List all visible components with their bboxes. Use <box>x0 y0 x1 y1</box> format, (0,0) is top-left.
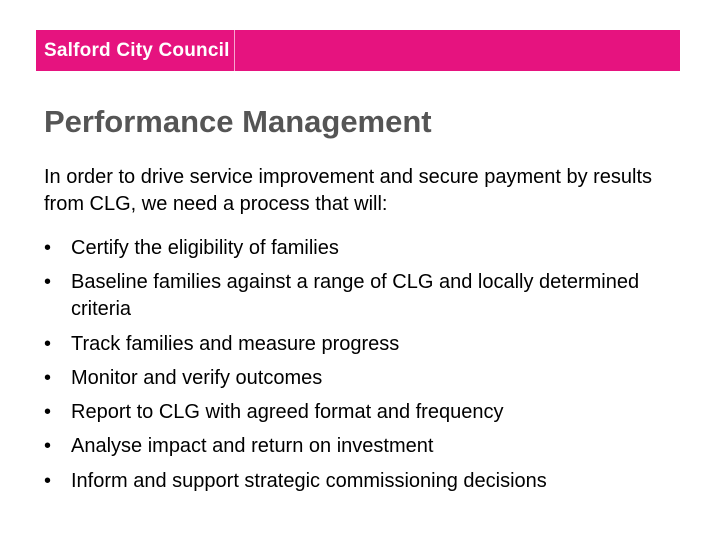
list-item <box>44 365 684 392</box>
list-item <box>44 433 684 460</box>
bullet-icon: • <box>44 366 52 389</box>
list-item <box>44 331 684 358</box>
bullet-icon: • <box>44 401 52 424</box>
list-item-text: Inform and support strategic commissioning decisions <box>71 469 547 492</box>
list-item-text: Monitor and verify outcomes <box>71 366 323 389</box>
bullet-icon: • <box>44 332 52 355</box>
page-title: Performance Management <box>44 104 432 139</box>
bullet-icon: • <box>44 435 52 458</box>
header-bar <box>36 30 680 71</box>
intro-paragraph: In order to drive service improvement and secure payment by results from CLG, we need a process that will: <box>44 166 653 215</box>
list-item <box>44 399 684 426</box>
bullet-icon: • <box>44 469 52 492</box>
bullet-list <box>44 235 684 502</box>
council-logo: Salford City Council <box>44 40 230 61</box>
list-item <box>44 235 684 262</box>
list-item-text: Analyse impact and return on investment <box>71 435 434 458</box>
list-item <box>44 468 684 495</box>
list-item-text: Certify the eligibility of families <box>71 237 339 259</box>
list-item-text: Report to CLG with agreed format and frequency <box>71 401 504 424</box>
list-item-text: Baseline families against a range of CLG and locally determined criteria <box>71 271 640 321</box>
list-item <box>44 269 684 323</box>
bullet-icon: • <box>44 237 52 259</box>
bullet-icon: • <box>44 271 52 294</box>
list-item-text: Track families and measure progress <box>71 332 400 355</box>
logo-divider <box>234 30 235 71</box>
